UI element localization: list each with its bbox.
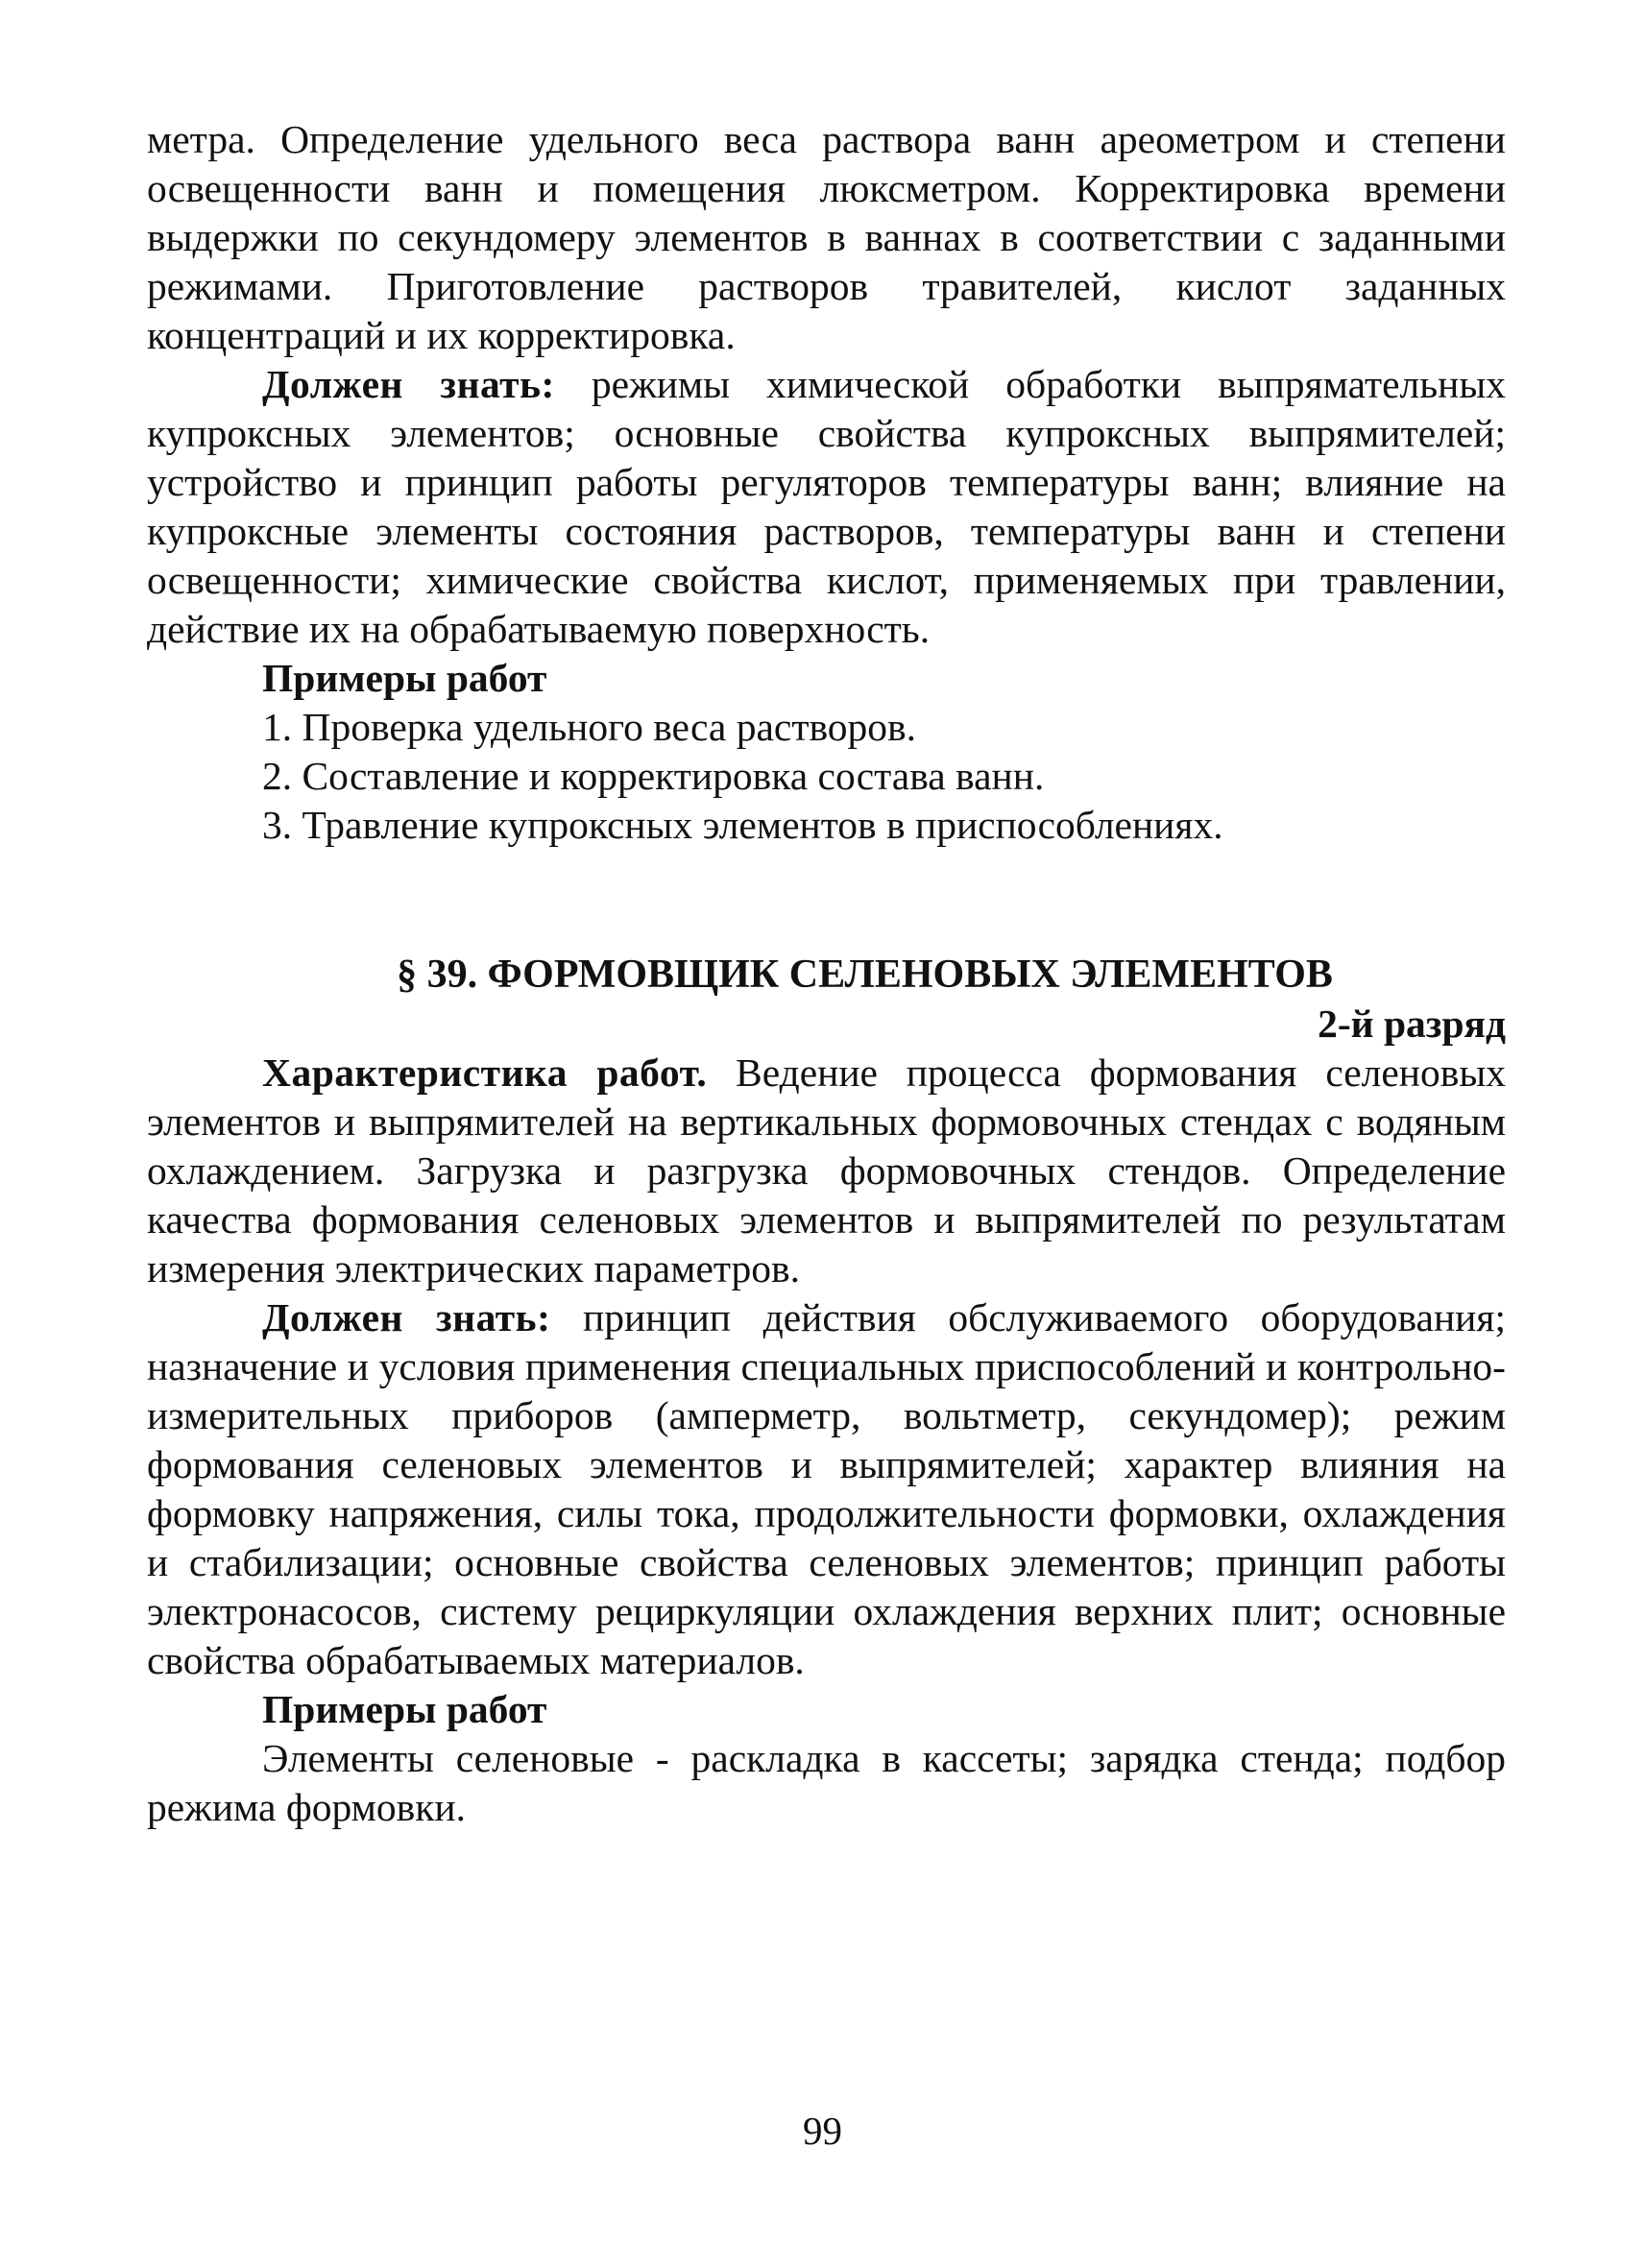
must-know-text: режимы химической обработки выпрямательных купроксных элементов; основные свойства купроксных выпрямителей; устройство и принцип работы регуляторов температуры ванн; влияние на купроксные элементы состояния растворов, температуры ванн и степени освещенности; химические свойства кислот, применяемых при травлении, действие их на обрабатываемую поверхность. bbox=[147, 362, 1506, 651]
must-know-text-2: принцип действия обслуживаемого оборудования; назначение и условия применения специальных приспособлений и контрольно-измерительных приборов (амперметр, вольтметр, секундомер); режим формования селеновых элементов и выпрямителей; характер влияния на формовку напряжения, силы тока, продолжительности формовки, охлаждения и стабилизации; основные свойства селеновых элементов; принцип работы электронасосов, систему рециркуляции охлаждения верхних плит; основные свойства обрабатываемых материалов. bbox=[147, 1295, 1507, 1682]
grade-label: 2-й разряд bbox=[1318, 1001, 1506, 1046]
examples-heading-2: Примеры работ bbox=[262, 1687, 547, 1731]
paragraph-must-know-2 bbox=[147, 1293, 1506, 1685]
characteristic-text: Ведение процесса формования селеновых элементов и выпрямителей на вертикальных формовочных стендах с водяным охлаждением. Загрузка и разгрузка формовочных стендов. Определение качества формования селеновых элементов и выпрямителей по результатам измерения электрических параметров. bbox=[147, 1050, 1506, 1291]
example-item-1: 1. Проверка удельного веса растворов. bbox=[262, 705, 916, 749]
section-title: § 39. ФОРМОВЩИК СЕЛЕНОВЫХ ЭЛЕМЕНТОВ bbox=[397, 953, 1333, 997]
characteristic-label: Характеристика работ. bbox=[262, 1050, 708, 1095]
example-paragraph: Элементы селеновые - раскладка в кассеты; зарядка стенда; подбор режима формовки. bbox=[147, 1736, 1506, 1829]
page-number: 99 bbox=[803, 2109, 842, 2153]
example-item-2: 2. Составление и корректировка состава ванн. bbox=[262, 754, 1045, 798]
examples-heading-1: Примеры работ bbox=[262, 656, 547, 700]
must-know-label-2: Должен знать: bbox=[262, 1295, 551, 1339]
paragraph-must-know-1 bbox=[147, 360, 1506, 654]
paragraph-characteristic bbox=[147, 1049, 1506, 1293]
paragraph-intro: метра. Определение удельного веса раствора ванн ареометром и степени освещенности ванн и помещения люксметром. Корректировка времени выдержки по секундомеру элементов в ваннах в соответствии с заданными режимами. Приготовление растворов травителей, кислот заданных концентраций и их корректировка. bbox=[147, 117, 1506, 357]
example-item-3: 3. Травление купроксных элементов в приспособлениях. bbox=[262, 803, 1223, 847]
must-know-label: Должен знать: bbox=[262, 362, 555, 406]
text-block-top bbox=[147, 115, 1506, 850]
text-block-section-39 bbox=[147, 951, 1506, 1832]
